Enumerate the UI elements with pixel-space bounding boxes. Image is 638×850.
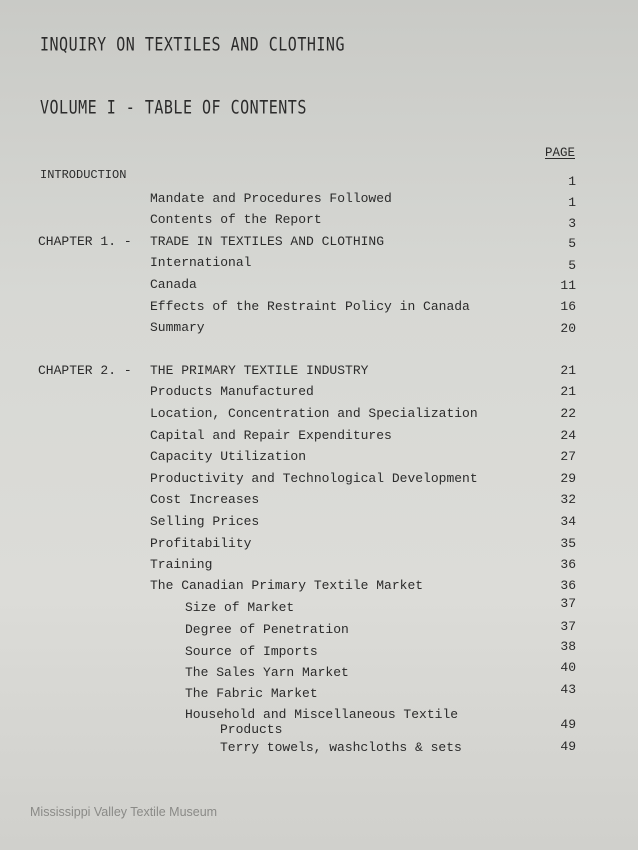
toc-page-number: 49 [560,717,576,732]
toc-page-number: 21 [560,363,576,378]
toc-entry [0,536,638,556]
toc-chapter-label: CHAPTER 2. - [38,363,132,378]
toc-entry [0,639,638,664]
toc-entry-title: The Canadian Primary Textile Market [150,578,424,593]
toc-entry-title: Terry towels, washcloths & sets [220,740,462,755]
toc-page-number: 49 [560,739,576,754]
toc-entry-title: International [150,255,252,270]
toc-page-number: 3 [568,216,576,231]
toc-entry-title: Productivity and Technological Development [150,471,478,486]
toc-entry [0,619,638,642]
toc-entry-title: Capacity Utilization [150,449,307,464]
toc-entry-title: Capital and Repair Expenditures [150,428,392,443]
toc-entry-title: Selling Prices [150,514,260,529]
toc-page-number: 1 [568,174,576,189]
toc-entry-title: Degree of Penetration [185,622,349,637]
toc-chapter-1 [0,234,638,254]
toc-entry [0,682,638,706]
toc-page-number: 43 [560,682,576,697]
toc-entry [0,212,638,232]
toc-page-number: 5 [568,236,576,251]
toc-entry [0,660,638,685]
toc-entry [0,255,638,275]
toc-page-number: 11 [560,278,576,293]
toc-page-number: 34 [560,514,576,529]
toc-entry [0,492,638,512]
toc-entry-continued [0,717,638,742]
toc-entry [0,428,638,448]
toc-entry-title: Products [220,722,283,737]
toc-entry-title: Training [150,557,213,572]
toc-entry-title: Household and Miscellaneous Textile [185,707,459,722]
toc-chapter-label: CHAPTER 1. - [38,234,132,249]
toc-entry [0,740,638,760]
toc-page-number: 24 [560,428,576,443]
toc-entry-title: Size of Market [185,600,295,615]
toc-entry [0,471,638,491]
toc-page-number: 22 [560,406,576,421]
toc-page-number: 37 [560,619,576,634]
toc-entry [0,277,638,297]
toc-entry [0,514,638,534]
toc-entry [0,578,638,598]
page-column-header: PAGE [544,146,575,160]
toc-entry-title: Contents of the Report [150,212,322,227]
toc-page-number: 16 [560,299,576,314]
toc-chapter-title: TRADE IN TEXTILES AND CLOTHING [150,234,385,249]
toc-section-label: INTRODUCTION [40,168,127,182]
toc-section-introduction [0,168,638,188]
toc-page-number: 36 [560,557,576,572]
toc-entry-title: Location, Concentration and Specialization [150,406,478,421]
toc-page-number: 32 [560,492,576,507]
toc-entry-title: Canada [150,277,197,292]
toc-chapter-2 [0,363,638,383]
toc-entry [0,449,638,469]
toc-page-number: 20 [560,321,576,336]
toc-entry-title: Cost Increases [150,492,260,507]
museum-watermark: Mississippi Valley Textile Museum [30,805,218,819]
toc-page-number: 35 [560,536,576,551]
toc-page-number: 5 [568,258,576,273]
document-title: INQUIRY ON TEXTILES AND CLOTHING [40,33,345,56]
toc-page-number: 40 [560,660,576,675]
toc-page-number: 36 [560,578,576,593]
toc-entry-title: The Sales Yarn Market [185,665,349,680]
document-subtitle: VOLUME I - TABLE OF CONTENTS [40,96,307,119]
toc-page-number: 37 [560,596,576,611]
toc-entry [0,406,638,426]
toc-entry [0,596,638,620]
toc-entry [0,384,638,404]
toc-entry-title: Mandate and Procedures Followed [150,191,392,206]
toc-entry-title: Products Manufactured [150,384,314,399]
toc-entry [0,557,638,577]
toc-entry [0,320,638,340]
toc-chapter-title: THE PRIMARY TEXTILE INDUSTRY [150,363,369,378]
toc-entry-title: The Fabric Market [185,686,318,701]
toc-page-number: 29 [560,471,576,486]
toc-page-number: 38 [560,639,576,654]
toc-entry-title: Effects of the Restraint Policy in Canada [150,299,470,314]
toc-page-number: 21 [560,384,576,399]
toc-page-number: 27 [560,449,576,464]
toc-entry [0,191,638,211]
toc-entry-title: Source of Imports [185,644,318,659]
toc-entry-title: Profitability [150,536,252,551]
toc-entry [0,299,638,319]
toc-page-number: 1 [568,195,576,210]
toc-entry-title: Summary [150,320,205,335]
